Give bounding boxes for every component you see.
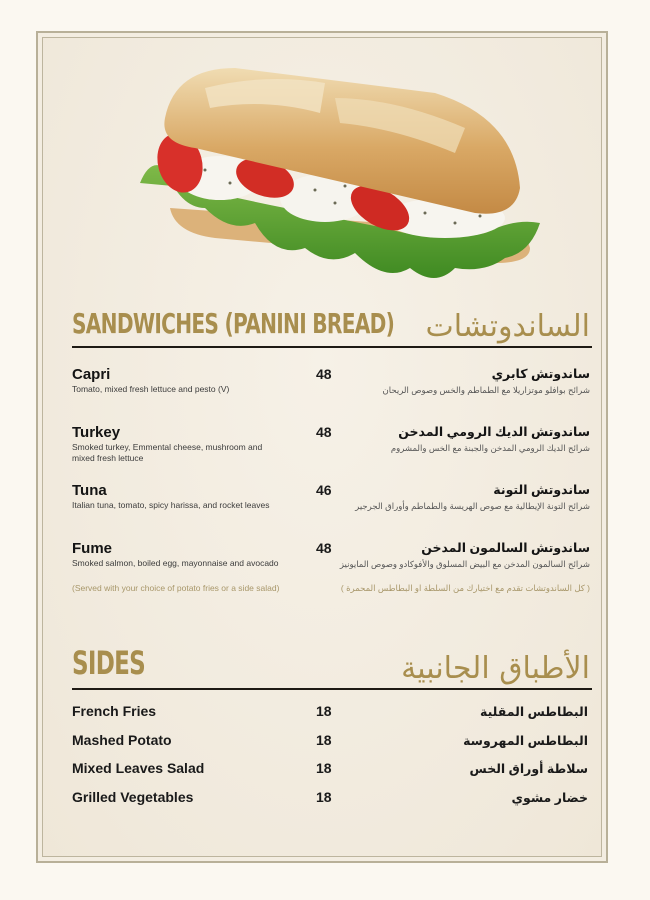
sides-title-en: SIDES [72,644,146,682]
item-description: Italian tuna, tomato, spicy harissa, and rocket leaves [72,500,270,510]
item-name: Tuna [72,482,107,499]
side-name: Mixed Leaves Salad [72,760,205,776]
item-description-ar: شرائح بوافلو موتزاريلا مع الطماطم والخس وصوص الريحان [382,385,590,395]
item-name: Capri [72,366,111,383]
sandwiches-title-ar: الساندوتشات [425,309,590,344]
item-description-ar: شرائح السالمون المدخن مع البيض المسلوق والأفوكادو وصوص المايونيز [339,559,590,569]
side-name-ar: خضار مشوي [511,791,588,805]
item-name-ar: ساندوتش كابري [491,367,590,381]
side-item-grilled-vegetables [72,789,588,811]
side-name-ar: البطاطس المقلية [479,705,588,719]
side-name: Mashed Potato [72,732,172,748]
item-name-ar: ساندوتش الديك الرومي المدخن [398,425,590,439]
side-name-ar: البطاطس المهروسة [463,734,588,748]
sides-title-ar: الأطباق الجانبية [401,651,590,686]
item-price: 48 [316,366,332,382]
sandwiches-section-header [72,296,592,348]
side-item-mixed-leaves-salad [72,760,588,782]
sides-divider [72,688,592,690]
side-name: Grilled Vegetables [72,789,194,805]
side-name-ar: سلاطة أوراق الخس [469,762,588,776]
item-name: Fume [72,540,113,557]
item-price: 46 [316,482,332,498]
sandwich-image [135,58,545,298]
menu-item-turkey [72,424,590,474]
item-name-ar: ساندوتش التونة [493,483,590,497]
sandwiches-title-en: SANDWICHES (PANINI BREAD) [72,307,395,340]
menu-item-capri [72,366,590,416]
side-price: 18 [316,789,332,805]
item-description-ar: شرائح الديك الرومي المدخن والجبنة مع الخس والمشروم [390,443,590,453]
menu-item-tuna [72,482,590,532]
sides-section-header [72,638,592,690]
side-name: French Fries [72,703,157,719]
item-name: Turkey [72,424,121,441]
sandwiches-divider [72,346,592,348]
side-price: 18 [316,732,332,748]
side-item-french-fries [72,703,588,725]
item-description: Smoked turkey, Emmental cheese, mushroom and mixed fresh lettuce [72,442,263,463]
side-item-mashed-potato [72,732,588,754]
item-name-ar: ساندوتش السالمون المدخن [421,541,590,555]
sandwiches-note-en: (Served with your choice of potato fries or a side salad) [72,583,280,593]
side-price: 18 [316,760,332,776]
sandwiches-note-ar: ( كل الساندوتشات تقدم مع اختيارك من السلطة او البطاطس المحمرة ) [340,583,590,593]
item-price: 48 [316,424,332,440]
item-description: Tomato, mixed fresh lettuce and pesto (V) [72,384,230,394]
item-price: 48 [316,540,332,556]
item-description-ar: شرائح التونة الإيطالية مع صوص الهريسة والطماطم وأوراق الجرجير [355,501,590,511]
item-description: Smoked salmon, boiled egg, mayonnaise and avocado [72,558,279,568]
side-price: 18 [316,703,332,719]
